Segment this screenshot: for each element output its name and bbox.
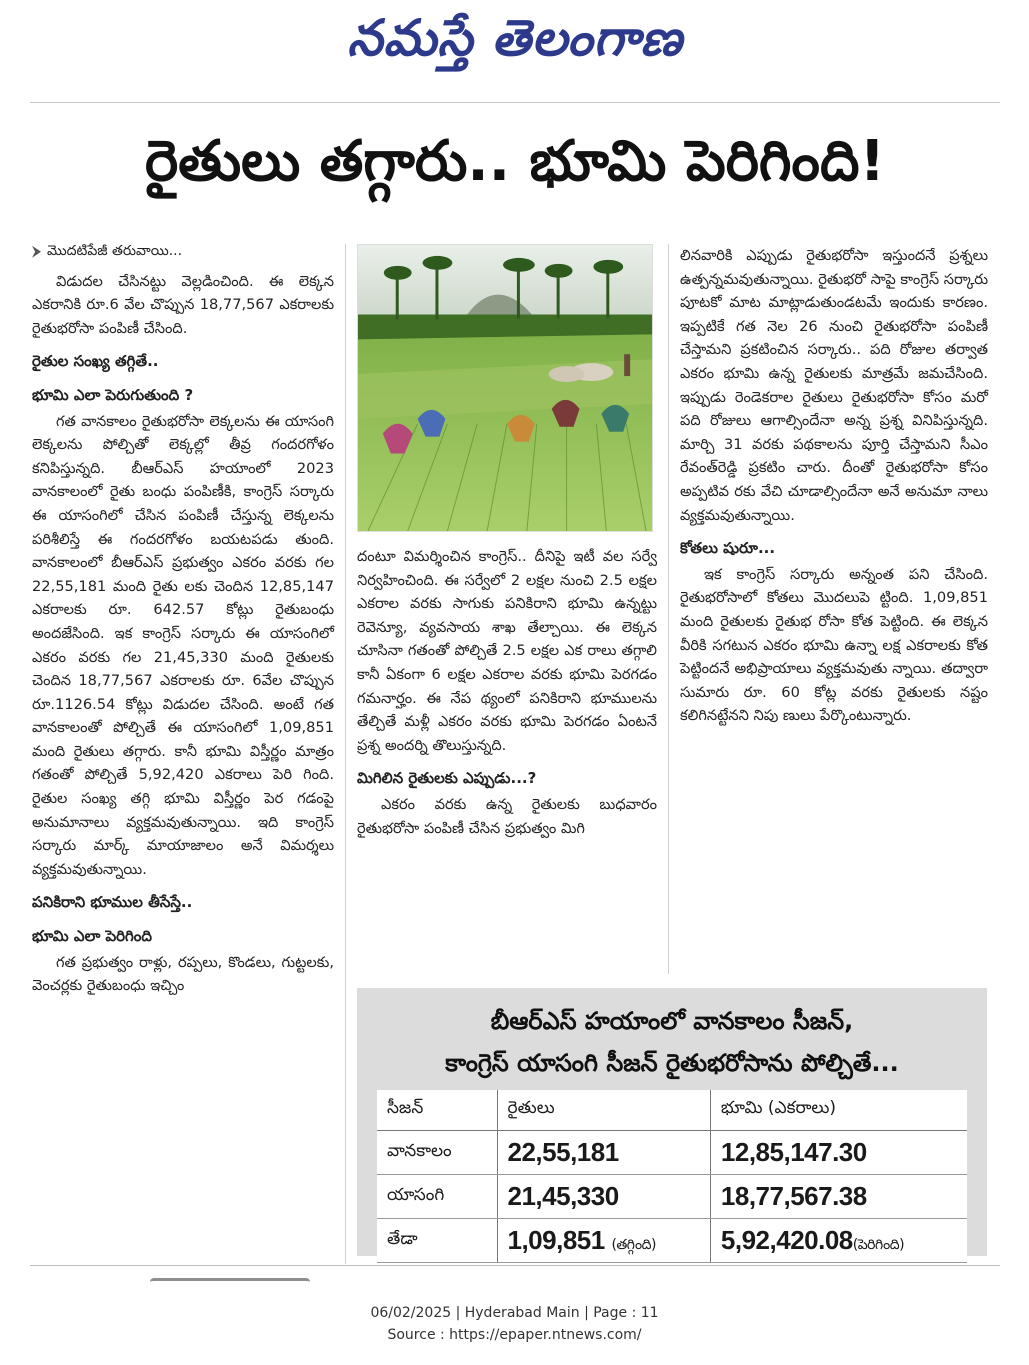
comparison-table-wrapper <box>377 1090 967 1263</box>
farmers-cell <box>497 1219 710 1263</box>
column-header-land: భూమి (ఎకరాలు) <box>710 1090 967 1131</box>
subheading: భూమి ఎలా పెరిగింది <box>32 927 152 946</box>
farmers-value: 22,55,181 <box>507 1137 619 1167</box>
paragraph: గత ప్రభుత్వం రాళ్లు, రప్పలు, కొండలు, గుట్టలకు, వెంచర్లకు రైతుబంధు ఇచ్చిం <box>32 953 334 995</box>
land-cell <box>710 1219 967 1263</box>
column-header-farmers: రైతులు <box>497 1090 710 1131</box>
edition-info: 06/02/2025 | Hyderabad Main | Page : 11 <box>370 1305 659 1321</box>
article-column-1 <box>32 240 334 1000</box>
column-divider <box>668 244 669 974</box>
article-column-2 <box>357 545 657 842</box>
table-row <box>377 1219 967 1263</box>
article-column-3 <box>680 244 988 730</box>
subheading: భూమి ఎలా పెరుగుతుంది ? <box>32 385 194 404</box>
table-row <box>377 1175 967 1219</box>
land-value: 18,77,567.38 <box>720 1181 867 1211</box>
farmers-note: (తగ్గింది) <box>611 1237 656 1253</box>
next-article-cutoff <box>150 1278 310 1286</box>
continued-label: మొదటిపేజీ తరువాయి... <box>47 243 183 259</box>
subheading: పనికిరాని భూముల తీసేస్తే.. <box>32 893 193 912</box>
farmers-value: 1,09,851 <box>507 1225 605 1255</box>
infobox-title <box>357 1000 987 1084</box>
paragraph: లినవారికి ఎప్పుడు రైతుభరోసా ఇస్తుందనే ప్రశ్నలు ఉత్పన్నమవుతున్నాయి. రైతుభరో సాపై కాంగ్రెస్ సర్కారు పూటకో మాట మాట్లాడుతుండటమే ఇందుకు కారణం. ఇప్పటికే గత నెల 26 నుంచి రైతుభరోసా పంపిణీ చేస్తామని ప్రకటించిన సర్కారు.. పది రోజుల తర్వాత ఎకరం భూమి ఉన్న రైతులకు మాత్రమే జమచేసింది. ఇప్పుడు రెండెకరాల రైతులు రైతుభరోసా కోసం మరో పది రోజులు ఆగాల్సిందేనా అన్న ప్రశ్న వినిపిస్తున్నది. మార్చి 31 వరకు పథకాలను పూర్తి చేస్తామని సీఎం రేవంత్‌రెడ్డి ప్రకటిం చారు. దీంతో రైతుభరోసా కోసం అప్పటివ రకు వేచి చూడాల్సిందేనా అనే అనుమా నాలు వ్యక్తమవుతున్నాయి. <box>680 247 988 524</box>
paragraph: ఎకరం వరకు ఉన్న రైతులకు బుధవారం రైతుభరోసా పంపిణీ చేసిన ప్రభుత్వం మిగి <box>357 795 657 837</box>
column-header-season: సీజన్ <box>377 1090 497 1131</box>
table-header-row <box>377 1090 967 1131</box>
land-value: 12,85,147.30 <box>720 1137 867 1167</box>
season-cell: వానకాలం <box>377 1131 497 1175</box>
infobox-title-line-2: కాంగ్రెస్ యాసంగి సీజన్ రైతుభరోసాను పోల్చితే... <box>445 1049 899 1077</box>
masthead <box>0 0 1029 100</box>
land-cell <box>710 1131 967 1175</box>
paragraph: ఇక కాంగ్రెస్ సర్కారు అన్నంత పని చేసింది. రైతుభరోసాలో కోతలు మొదలుపె ట్టింది. 1,09,851 మంది రైతులకు రైతుభ రోసా కోత పెట్టింది. ఈ లెక్కన వీరికి సగటున ఎకరం భూమి ఉన్నా లక్ష ఎకరాలకు కోత పెట్టిందనే అభిప్రాయాలు వ్యక్తమవుతు న్నాయి. తద్వారా సుమారు రూ. 60 కోట్ల వరకు రైతులకు నష్టం కలిగినట్టేనని నిపు ణులు పేర్కొంటున్నారు. <box>680 565 988 725</box>
comparison-infobox <box>357 988 987 1256</box>
column-divider <box>345 244 346 1264</box>
subheading: రైతుల సంఖ్య తగ్గితే.. <box>32 352 159 371</box>
paragraph: గత వానకాలం రైతుభరోసా లెక్కలను ఈ యాసంగి లెక్కలను పోల్చితో లెక్కల్లో తీవ్ర గందరగోళం కనిపిస్తున్నది. బీఆర్ఎస్ హయాంలో 2023 వానకాలంలో రైతు బంధు పంపిణీకి, కాంగ్రెస్ సర్కారు ఈ యాసంగిలో చేసిన పంపిణీ చేస్తున్న లెక్కలను పరిశీలిస్తే ఈ గందరగోళం బయటపడు తుంది. వానకాలంలో బీఆర్ఎస్ ప్రభుత్వం ఎకరం వరకు గల 22,55,181 మంది రైతు లకు చెందిన 12,85,147 ఎకరాలకు రూ. 642.57 కోట్లు రైతుబంధు అందజేసింది. ఇక కాంగ్రెస్ సర్కారు ఈ యాసంగిలో ఎకరం వరకు గల 21,45,330 మంది రైతులకు చెందిన 18,77,567 ఎకరాలకు రూ. 6వేల చొప్పున రూ.1126.54 కోట్లు విడుదల చేసింది. అంటే గత వానకాలంతో పోల్చితే ఈ యాసంగిలో 1,09,851 మంది రైతులు తగ్గారు. కానీ భూమి విస్తీర్ణం మాత్రం గతంతో పోల్చితే 5,92,420 ఎకరాలు పెరి గింది. రైతుల సంఖ్య తగ్గి భూమి విస్తీర్ణం పెర గడంపై అనుమానాలు వ్యక్తమవుతున్నాయి. ఇది కాంగ్రెస్ సర్కారు మార్క్ మాయాజాలం అనే విమర్శలు వ్యక్తమవుతున్నాయి. <box>32 412 334 878</box>
newspaper-logo: నమస్తే తెలంగాణ <box>347 8 683 67</box>
subheading: మిగిలిన రైతులకు ఎప్పుడు...? <box>357 769 537 788</box>
farmers-cell <box>497 1131 710 1175</box>
farm-field-illustration <box>358 245 652 531</box>
season-cell: తేడా <box>377 1219 497 1263</box>
divider <box>30 102 1000 103</box>
source-link[interactable]: Source : https://epaper.ntnews.com/ <box>387 1327 642 1343</box>
page-footer <box>0 1302 1029 1346</box>
land-note: (పెరిగింది) <box>852 1237 905 1253</box>
divider <box>30 1265 1000 1266</box>
infobox-title-line-1: బీఆర్ఎస్ హయాంలో వానకాలం సీజన్, <box>490 1007 854 1035</box>
subheading: కోతలు షురూ... <box>680 539 776 558</box>
land-cell <box>710 1175 967 1219</box>
chevron-right-icon <box>32 246 41 258</box>
article-headline: రైతులు తగ్గారు.. భూమి పెరిగింది! <box>144 129 886 194</box>
farm-field-photo <box>357 244 653 532</box>
table-row <box>377 1131 967 1175</box>
continued-from-front-page <box>32 240 334 264</box>
comparison-table <box>377 1090 967 1263</box>
paragraph: విడుదల చేసినట్టు వెల్లడించింది. ఈ లెక్కన ఎకరానికి రూ.6 వేల చొప్పున 18,77,567 ఎకరాలకు రైతుభరోసా పంపిణీ చేసింది. <box>32 272 334 337</box>
land-value: 5,92,420.08 <box>720 1225 853 1255</box>
paragraph: దంటూ విమర్శించిన కాంగ్రెస్.. దీనిపై ఇటీ వల సర్వే నిర్వహించింది. ఈ సర్వేలో 2 లక్షల నుంచి 2.5 లక్షల ఎకరాల వరకు సాగుకు పనికిరాని భూమి ఉన్నట్టు రెవెన్యూ, వ్యవసాయ శాఖ తేల్చాయి. ఈ లెక్కన చూసినా గతంతో పోల్చితే 2.5 లక్షల ఎక రాలు తగ్గాలి కానీ ఏకంగా 6 లక్షల ఎకరాల వరకు భూమి పెరగడం గమనార్హం. ఈ నేప థ్యంలో పనికిరాని భూములను తేల్చితే మళ్లీ ఎకరం వరకు భూమి పెరగడం ఏంటనే ప్రశ్న అందర్ని తొలుస్తున్నది. <box>357 548 657 754</box>
season-cell: యాసంగి <box>377 1175 497 1219</box>
farmers-value: 21,45,330 <box>507 1181 619 1211</box>
farmers-cell <box>497 1175 710 1219</box>
